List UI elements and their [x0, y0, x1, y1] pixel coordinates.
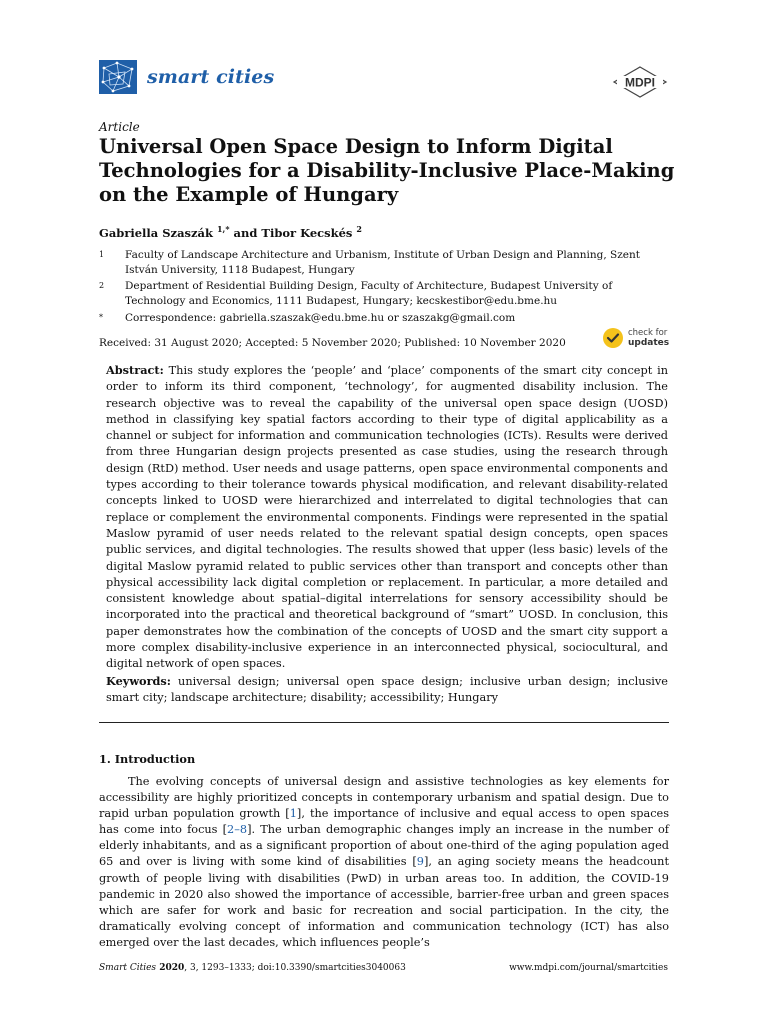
body-text-run: ]. The urban demographic changes imply an increase in the number of elderly inhabitants, and as a significant proportion of about one-third of the aging population aged 65 and over is living with some kind of disabilities [ — [99, 823, 669, 869]
keywords — [106, 673, 668, 707]
footer-journal: Smart Cities — [99, 963, 157, 973]
mdpi-logo-icon — [611, 66, 669, 98]
paper-title: Universal Open Space Design to Inform Digital Technologies for a Disability-Inclusive Place-Making on the Example of Hungary — [99, 135, 675, 206]
author-name: Gabriella Szaszák — [99, 225, 213, 240]
author-separator: and — [229, 225, 262, 240]
introduction-paragraph — [99, 774, 669, 951]
affiliation-item — [99, 279, 674, 308]
abstract-text: This study explores the ‘people’ and ‘place’ components of the smart city concept in order to inform its third component, ‘technology’, for augmented disability inclusion. The research objective was to reveal the capability of the universal open space design (UOSD) method in classifying key spatial factors according to their type of digital applicability as a channel or subject for information and communication technologies (ICTs). Results were derived from three Hungarian design projects presented as case studies, using the research through design (RtD) method. User needs and usage patterns, open space environmental components and types according to their tolerance towards physical modification, and relevant disability-related concepts linked to UOSD were hierarchized and interrelated to digital technologies that can replace or complement the environmental components. Findings were represented in the spatial Maslow pyramid of user needs related to the relevant spatial design concepts, open spaces public services, and digital technologies. The results showed that upper (less basic) levels of the digital Maslow pyramid related to public services other than transport and concepts other than physical accessibility lack digital completion or replacement. In particular, a more detailed and consistent knowledge about spatial–digital interrelations for sensory accessibility should be incorporated into the practical and theoretical background of “smart” UOSD. In conclusion, this paper demonstrates how the combination of the concepts of UOSD and the smart city support a more complex disability-inclusive experience in an interconnected physical, sociocultural, and digital network of open spaces. — [106, 364, 668, 671]
check-for-updates-badge[interactable] — [602, 327, 669, 349]
footer-year: 2020 — [156, 963, 185, 973]
author-list — [99, 224, 362, 240]
body-text-run: The evolving concepts of universal design and assistive technologies as key elements for accessibility are highly prioritized concepts in contemporary urbanism and spatial design. Due to rapid urban population growth [ — [99, 775, 669, 821]
author-name: Tibor Kecskés — [261, 225, 353, 240]
footer-url[interactable]: www.mdpi.com/journal/smartcities — [509, 963, 668, 973]
affiliation-item — [99, 248, 674, 277]
citation-link[interactable]: 2–8 — [227, 823, 248, 837]
footer-citation — [99, 963, 406, 973]
keywords-text: universal design; universal open space design; inclusive urban design; inclusive smart city; landscape architecture; disability; accessibility; Hungary — [106, 675, 668, 705]
body-text-run: ], the importance of inclusive and equal access to open spaces has come into focus [ — [99, 807, 670, 837]
citation-link[interactable]: 9 — [416, 855, 424, 869]
citation-link[interactable]: 1 — [289, 807, 297, 821]
check-updates-text — [628, 328, 669, 348]
affiliation-mark: 2 — [99, 281, 105, 291]
affiliation-mark: 1 — [99, 250, 105, 259]
publisher-name: MDPI — [625, 75, 655, 90]
body-text-run: ], an aging society means the headcount growth of people living with disabilities (PwD) in urban areas too. In addition, the COVID-19 pandemic in 2020 also showed the importance of accessible, barrier-free urban and green spaces which are safer for work and basic for recreation and social participation. In the city, the dramatically evolving concept of information and communication technology (ICT) has also emerged over the last decades, which influences people’s — [99, 855, 669, 949]
abstract — [106, 362, 668, 673]
author-affiliation-mark: 1,* — [216, 224, 230, 234]
journal-logo — [99, 60, 274, 94]
affiliation-mark: * — [99, 312, 103, 322]
section-divider — [99, 722, 669, 723]
network-cube-icon — [99, 60, 137, 94]
abstract-label: Abstract: — [106, 363, 164, 377]
affiliation-text: Department of Residential Building Design, Faculty of Architecture, Budapest University of Technology and Economics, 1111 Budapest, Hungary; kecskestibor@edu.bme.hu — [125, 280, 613, 308]
check-updates-icon — [602, 327, 624, 349]
affiliations — [99, 248, 674, 328]
affiliation-text: Faculty of Landscape Architecture and Urbanism, Institute of Urban Design and Planning, Szent István University, 1118 Budapest, Hungary — [125, 249, 640, 276]
publisher-logo — [611, 66, 669, 102]
affiliation-text: Correspondence: gabriella.szaszak@edu.bme.hu or szaszakg@gmail.com — [125, 311, 516, 324]
article-type: Article — [99, 120, 140, 134]
check-updates-line2: updates — [628, 338, 670, 348]
journal-name: smart cities — [147, 66, 275, 88]
check-updates-line1: check for — [628, 328, 668, 338]
author-affiliation-mark: 2 — [356, 224, 362, 234]
keywords-label: Keywords: — [106, 674, 171, 688]
section-heading-introduction: 1. Introduction — [99, 752, 196, 766]
affiliation-item — [99, 311, 674, 326]
publication-dates: Received: 31 August 2020; Accepted: 5 November 2020; Published: 10 November 2020 — [99, 337, 566, 349]
footer-doi: , 3, 1293–1333; doi:10.3390/smartcities3040063 — [184, 963, 406, 973]
